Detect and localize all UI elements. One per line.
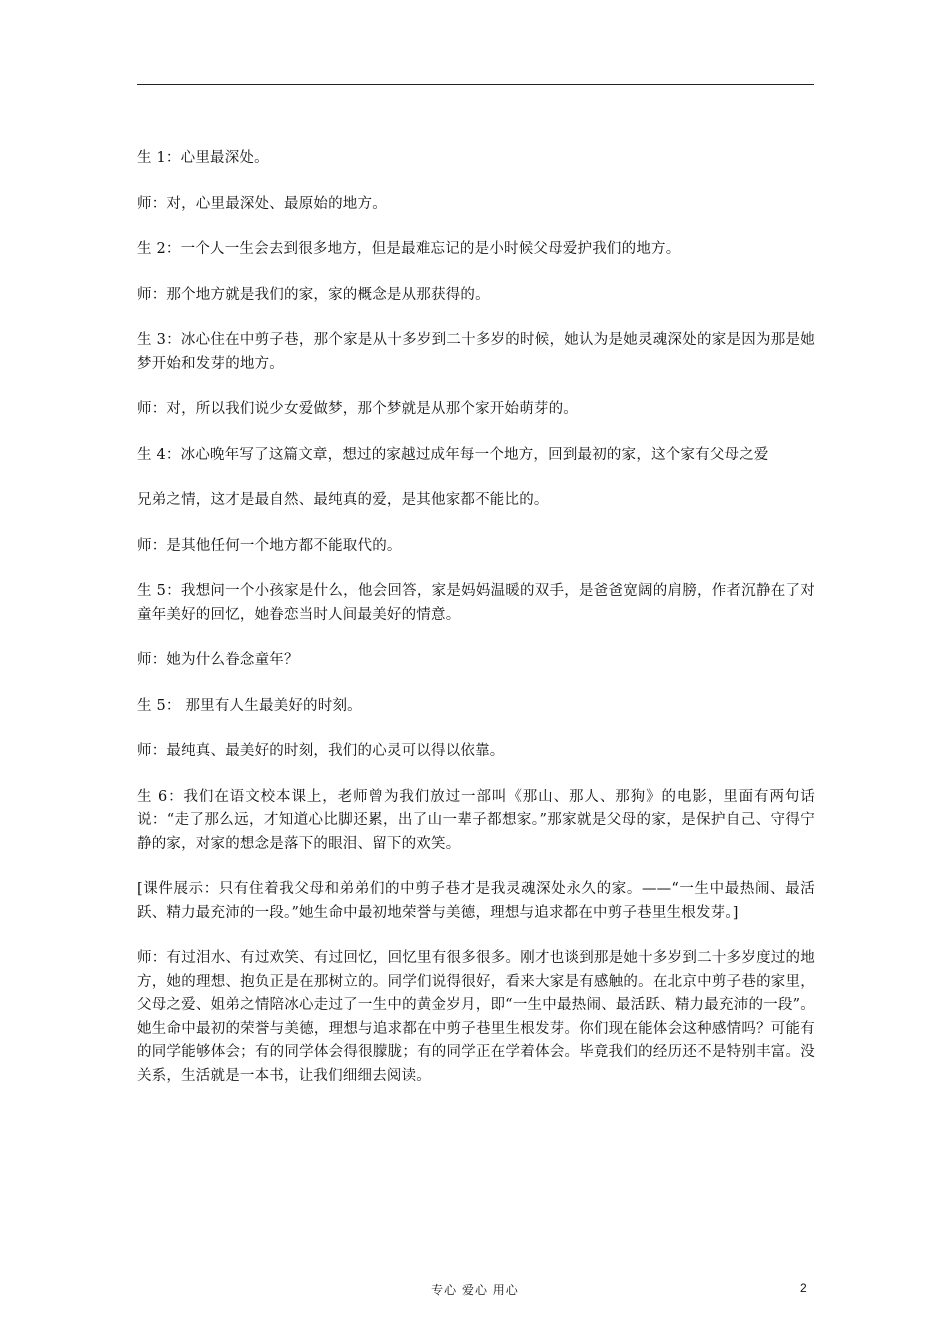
paragraph: 师：对，所以我们说少女爱做梦，那个梦就是从那个家开始萌芽的。 [137,401,578,417]
page-number: 2 [800,1281,807,1295]
paragraph: 生 6：我们在语文校本课上，老师曾为我们放过一部叫《那山、那人、那狗》的电影，里面有两句话说：“走了那么远，才知道心比脚还累，出了山一辈子都想家。”那家就是父母的家，是保护自己、守得宁静的家，对家的想念是落下的眼泪、留下的欢笑。 [137,788,815,852]
paragraph: 师：是其他任何一个地方都不能取代的。 [137,537,402,554]
paragraph: 生 1：心里最深处。 [137,150,269,166]
paragraph: 生 5：我想问一个小孩家是什么，他会回答，家是妈妈温暖的双手，是爸爸宽阔的肩膀，作者沉静在了对童年美好的回忆，她眷恋当时人间最美好的情意。 [137,583,815,623]
document-body [137,147,815,1110]
paragraph: 生 3：冰心住在中剪子巷，那个家是从十多岁到二十多岁的时候，她认为是她灵魂深处的家是因为那是她梦开始和发芽的地方。 [137,332,815,372]
header-rule [137,84,814,85]
paragraph: 生 5： 那里有人生最美好的时刻。 [137,697,362,714]
paragraph: 师：对，心里最深处、最原始的地方。 [137,195,387,212]
paragraph: [课件展示：只有住着我父母和弟弟们的中剪子巷才是我灵魂深处永久的家。——“一生中最热闹、最活跃、精力最充沛的一段。”她生命中最初地荣誉与美德，理想与追求都在中剪子巷里生根发芽。] [137,881,815,921]
paragraph: 师：她为什么眷念童年？ [137,652,299,668]
paragraph: 生 2：一个人一生会去到很多地方，但是最难忘记的是小时候父母爱护我们的地方。 [137,241,681,257]
paragraph: 生 4：冰心晚年写了这篇文章，想过的家越过成年每一个地方，回到最初的家，这个家有父母之爱 [137,446,769,463]
paragraph: 师：有过泪水、有过欢笑、有过回忆，回忆里有很多很多。刚才也谈到那是她十多岁到二十多岁度过的地方，她的理想、抱负正是在那树立的。同学们说得很好，看来大家是有感触的。在北京中剪子巷的家里，父母之爱、姐弟之情陪冰心走过了一生中的黄金岁月，即“一生中最热闹、最活跃、精力最充沛的一段”。她生命中最初的荣誉与美德，理想与追求都在中剪子巷里生根发芽。你们现在能体会这种感情吗？可能有的同学能够体会；有的同学体会得很朦胧；有的同学正在学着体会。毕竟我们的经历还不是特别丰富。没关系，生活就是一本书，让我们细细去阅读。 [137,950,815,1084]
paragraph: 师：最纯真、最美好的时刻，我们的心灵可以得以依靠。 [137,743,505,759]
paragraph: 师：那个地方就是我们的家，家的概念是从那获得的。 [137,286,490,303]
paragraph: 兄弟之情，这才是最自然、最纯真的爱，是其他家都不能比的。 [137,492,549,508]
footer-motto: 专心 爱心 用心 [431,1283,519,1297]
